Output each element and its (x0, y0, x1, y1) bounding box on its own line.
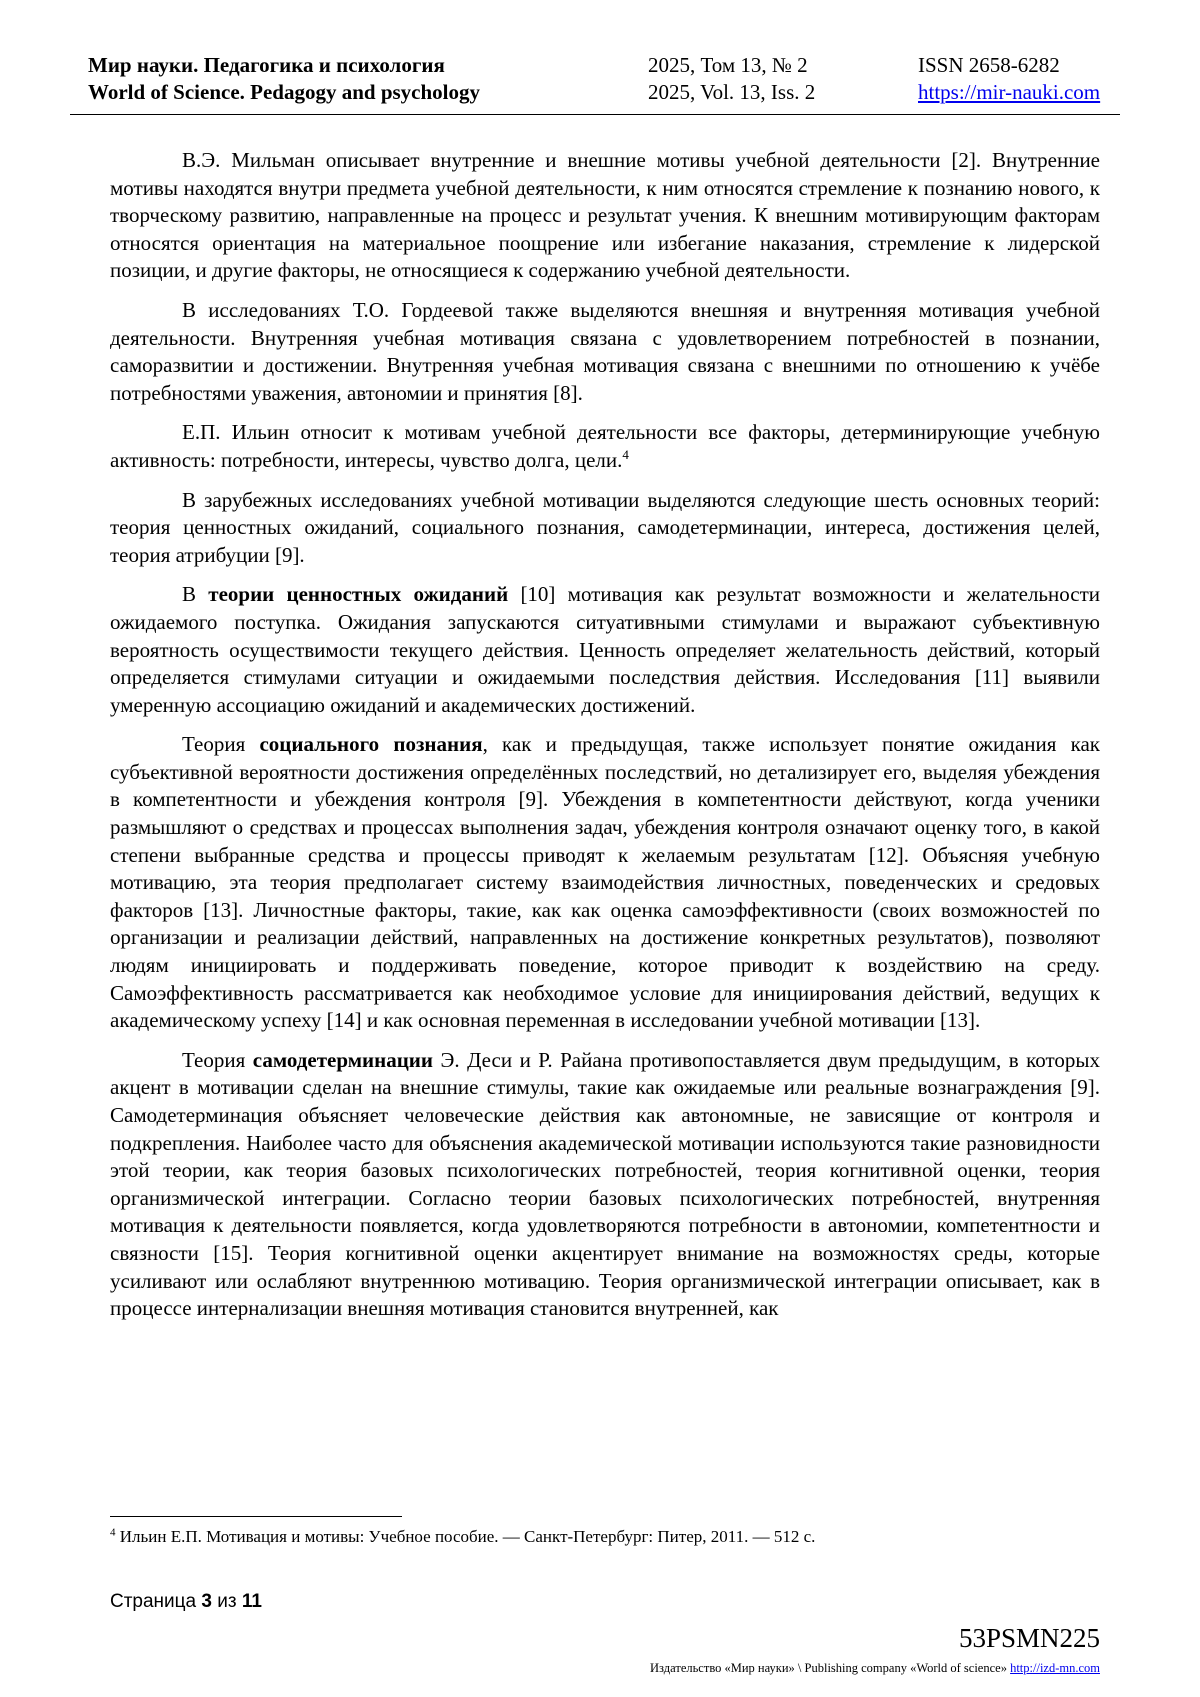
footnote-ref[interactable]: 4 (622, 446, 629, 462)
footnote (110, 1526, 1100, 1548)
term-social-cognitive: социального познания (259, 732, 483, 757)
paragraph-self-determination: Теория самодетерминации Э. Деси и Р. Райана противопоставляется двум предыдущим, в которых акцент в мотивации сделан на внешние стимулы, такие как ожидаемые или реальные вознаграждения [9]. Самодетерминация объясняет человеческие действия как автономные, не зависящие от контроля и подкрепления. Наиболее часто для объяснения академической мотивации используются такие разновидности этой теории, как теория базовых психологических потребностей, теория когнитивной оценки, теория организмической интеграции. Согласно теории базовых психологических потребностей, внутренняя мотивация к деятельности появляется, когда удовлетворяются потребности в автономии, компетентности и связности [15]. Теория когнитивной оценки акцентирует внимание на возможностях среды, которые усиливают или ослабляют внутреннюю мотивацию. Теория организмической интеграции описывает, как в процессе интернализации внешняя мотивация становится внутренней, как (110, 1047, 1101, 1321)
page-current: 3 (201, 1591, 212, 1612)
paragraph-milman: В.Э. Мильман описывает внутренние и внешние мотивы учебной деятельности [2]. Внутренние мотивы находятся внутри предмета учебной деятельности, к ним относятся стремление к познанию нового, к творческому развитию, направленные на процесс и результат учения. К внешним мотивирующим факторам относятся ориентация на материальное поощрение или избегание наказания, стремление к лидерской позиции, и другие факторы, не относящиеся к содержанию учебной деятельности. (110, 148, 1100, 283)
page-counter: Страница 3 из 11 (110, 1591, 262, 1612)
paragraph-expectancy-value: В теории ценностных ожиданий [10] мотивация как результат возможности и желательности ожидаемого поступка. Ожидания запускаются ситуативными стимулами и выражают субъективную вероятность осуществимости текущего действия. Ценность определяет желательность действий, который определяется стимулами ситуации и ожидаемыми последствия действия. Исследования [11] выявили умеренную ассоциацию ожиданий и академических достижений. (110, 582, 1101, 717)
page-total: 11 (241, 1591, 262, 1612)
publisher-line: Издательство «Мир науки» \ Publishing company «World of science» http://izd-mn.com (650, 1661, 1100, 1675)
footnote-divider (110, 1516, 402, 1517)
term-self-determination: самодетерминации (252, 1047, 433, 1072)
journal-title-ru: Мир науки. Педагогика и психология (88, 53, 445, 77)
journal-title-en: World of Science. Pedagogy and psychology (88, 80, 481, 104)
journal-site-link[interactable]: https://mir-nauki.com (918, 80, 1101, 104)
header-divider (70, 114, 1120, 115)
footnote-text: Ильин Е.П. Мотивация и мотивы: Учебное пособие. — Санкт-Петербург: Питер, 2011. — 512 с. (119, 1527, 816, 1546)
issue-ru: 2025, Том 13, № 2 (648, 53, 808, 77)
term-expectancy-value: теории ценностных ожиданий (208, 582, 509, 607)
issue-en: 2025, Vol. 13, Iss. 2 (648, 80, 816, 104)
paragraph-social-cognitive: Теория социального познания, как и предыдущая, также использует понятие ожидания как субъективной вероятности достижения определённых последствий, но детализирует его, выделяя убеждения в компетентности и убеждения контроля [9]. Убеждения в компетентности действуют, когда ученики размышляют о средствах и процессах выполнения задач, убеждения контроля означают оценку того, в какой степени выбранные средства и процессы приводят к желаемым результатам [12]. Объясняя учебную мотивацию, эта теория предполагает систему взаимодействия личностных, поведенческих и средовых факторов [13]. Личностные факторы, такие, как как оценка самоэффективности (своих возможностей по организации и реализации действий, направленных на достижение конкретных результатов), позволяют людям инициировать и поддерживать поведение, которое приводит к воздействию на среду. Самоэффективность рассматривается как необходимое условие для инициирования действий, ведущих к академическому успеху [14] и как основная переменная в исследовании учебной мотивации [13]. (110, 732, 1101, 1033)
article-code: 53PSMN225 (958, 1623, 1100, 1653)
publisher-link[interactable]: http://izd-mn.com (1010, 1661, 1100, 1675)
issn: ISSN 2658-6282 (918, 53, 1060, 77)
footnote-number: 4 (110, 1526, 116, 1539)
paragraph-gordeeva: В исследованиях Т.О. Гордеевой также выделяются внешняя и внутренняя мотивация учебной деятельности. Внутренняя учебная мотивация связана с удовлетворением потребностей в познании, саморазвитии и достижении. Внутренняя учебная мотивация связана с внешними по отношению к учёбе потребностями уважения, автономии и принятия [8]. (110, 297, 1100, 405)
paragraph-ilyin: Е.П. Ильин относит к мотивам учебной деятельности все факторы, детерминирующие учебную активность: потребности, интересы, чувство долга, цели.$^4$ (110, 420, 1100, 472)
article-body (110, 147, 1100, 1335)
paragraph-foreign-theories: В зарубежных исследованиях учебной мотивации выделяются следующие шесть основных теорий: теория ценностных ожиданий, социального познания, самодетерминации, интереса, достижения целей, теория атрибуции [9]. (110, 487, 1100, 567)
page-header (88, 52, 1120, 106)
